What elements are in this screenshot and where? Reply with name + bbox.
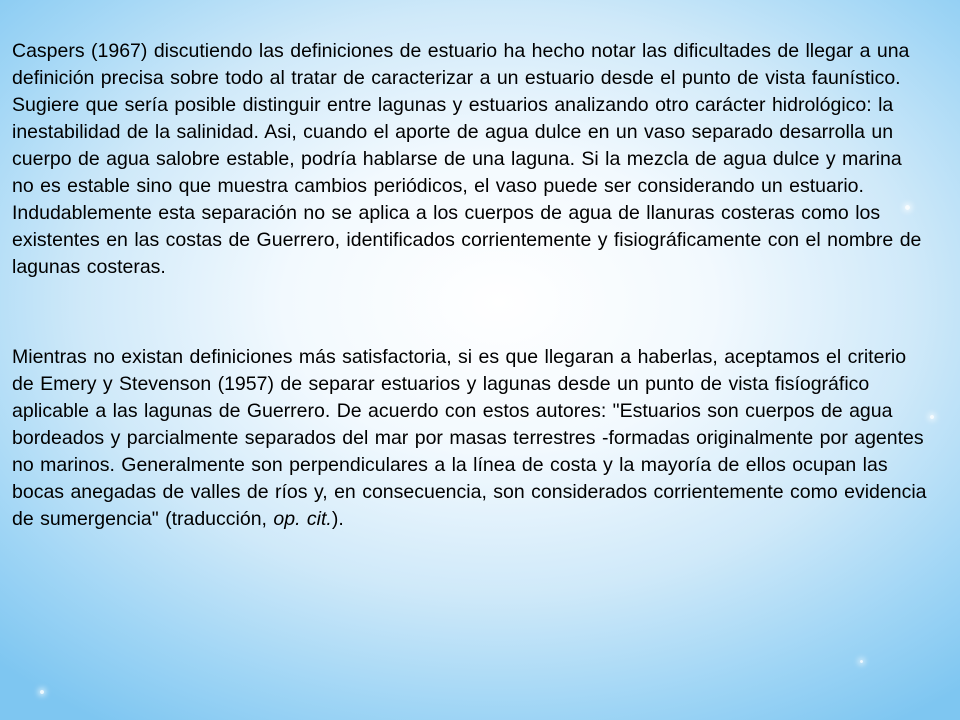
background-sparkle (930, 415, 934, 419)
slide-content (12, 38, 928, 533)
op-cit-citation: op. cit. (273, 508, 332, 530)
paragraph-main-text: Mientras no existan definiciones más satisfactoria, si es que llegaran a haberlas, aceptamos el criterio de Emery y Stevenson (1957) de separar estuarios y lagunas desde un punto de vista fisíográfico aplicable a las lagunas de Guerrero. De acuerdo con estos autores: "Estuarios son cuerpos de agua bordeados y parcialmente separados del mar por masas terrestres -formadas originalmente por agentes no marinos. Generalmente son perpendiculares a la línea de costa y la mayoría de ellos ocupan las bocas anegadas de valles de ríos y, en consecuencia, son considerados corrientemente como evidencia de sumergencia" (traducción, (12, 346, 927, 530)
paragraph-caspers: Caspers (1967) discutiendo las definiciones de estuario ha hecho notar las dificultades de llegar a una definición precisa sobre todo al tratar de caracterizar a un estuario desde el punto de vista faunístico. Sugiere que sería posible distinguir entre lagunas y estuarios analizando otro carácter hidrológico: la inestabilidad de la salinidad. Asi, cuando el aporte de agua dulce en un vaso separado desarrolla un cuerpo de agua salobre estable, podría hablarse de una laguna. Si la mezcla de agua dulce y marina no es estable sino que muestra cambios periódicos, el vaso puede ser considerando un estuario. Indudablemente esta separación no se aplica a los cuerpos de agua de llanuras costeras como los existentes en las costas de Guerrero, identificados corrientemente y fisiográficamente con el nombre de lagunas costeras. (12, 40, 922, 278)
paragraph-emery-stevenson (12, 344, 928, 533)
background-sparkle (860, 660, 863, 663)
paragraph-closing: ). (331, 508, 344, 530)
background-sparkle (40, 690, 44, 694)
